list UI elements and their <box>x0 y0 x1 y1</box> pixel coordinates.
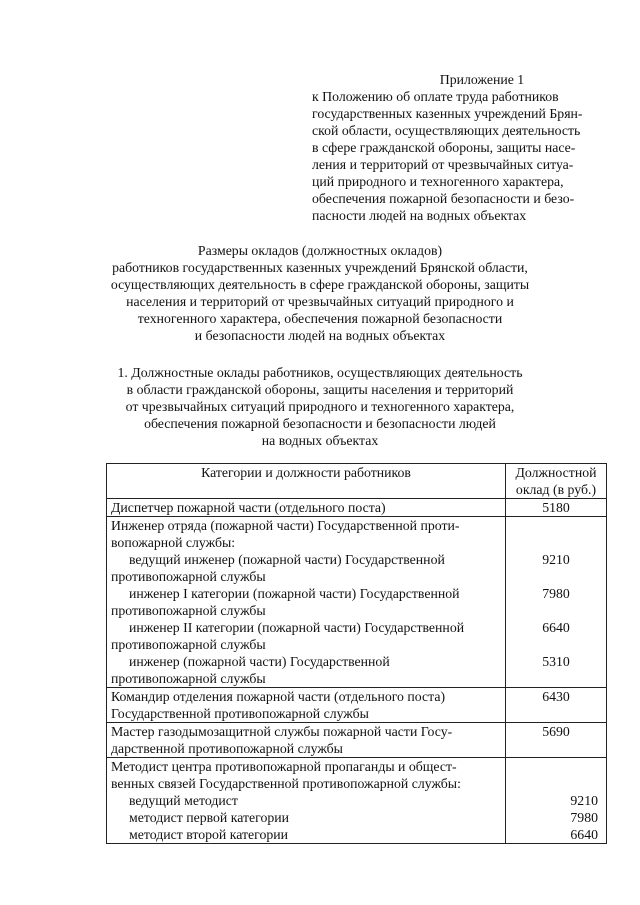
position-text: Мастер газодымозащитной службы пожарной части Госу- <box>111 724 453 739</box>
position-cell <box>107 499 506 517</box>
section-1-heading <box>100 364 540 449</box>
appendix-line: государственных казенных учреждений Брян- <box>312 106 583 121</box>
position-text: дарственной противопожарной службы <box>111 741 343 756</box>
header-category: Категории и должности работников <box>107 464 506 499</box>
position-text: противопожарной службы <box>111 637 266 652</box>
appendix-line: ления и территорий от чрезвычайных ситуа- <box>312 157 574 172</box>
header-salary-line: Должностной <box>515 465 597 480</box>
position-text: методист второй категории <box>129 827 289 842</box>
position-text: инженер (пожарной части) Государственной <box>129 654 390 669</box>
appendix-title: Приложение 1 <box>439 72 525 87</box>
heading-line: работников государственных казенных учреждений Брянской области, <box>112 260 528 275</box>
appendix-line: ской области, осуществляющих деятельность <box>312 123 581 138</box>
salary-cell <box>506 758 607 844</box>
salary-cell <box>506 517 607 688</box>
heading-line: техногенного характера, обеспечения пожарной безопасности <box>137 311 503 326</box>
salary-value: 9210 <box>542 552 570 567</box>
header-salary-line: оклад (в руб.) <box>515 482 597 497</box>
position-text: инженер II категории (пожарной части) Государственной <box>129 620 465 635</box>
appendix-text <box>312 88 612 224</box>
header-salary <box>506 464 607 499</box>
appendix-line: к Положению об оплате труда работников <box>312 89 559 104</box>
section-line: 1. Должностные оклады работников, осуществляющих деятельность <box>117 365 523 380</box>
table-row <box>107 723 607 758</box>
position-text: противопожарной службы <box>111 671 266 686</box>
table-row <box>107 758 607 844</box>
position-text: противопожарной службы <box>111 603 266 618</box>
appendix-line: обеспечения пожарной безопасности и безо- <box>312 191 575 206</box>
heading-line: осуществляющих деятельность в сфере гражданской обороны, защиты <box>110 277 530 292</box>
group-text: Инженер отряда (пожарной части) Государственной проти- <box>111 518 460 533</box>
position-text: ведущий инженер (пожарной части) Государственной <box>129 552 445 567</box>
table-row <box>107 688 607 723</box>
salary-value: 5310 <box>542 654 570 669</box>
position-text: Диспетчер пожарной части (отдельного поста) <box>111 500 386 515</box>
section-line: обеспечения пожарной безопасности и безопасности людей <box>144 416 496 431</box>
heading-line: Размеры окладов (должностных окладов) <box>197 243 443 258</box>
group-text: Методист центра противопожарной пропаганды и общест- <box>111 759 457 774</box>
document-heading <box>100 242 540 344</box>
appendix-line: пасности людей на водных объектах <box>312 208 527 223</box>
heading-line: населения и территорий от чрезвычайных ситуаций природного и <box>126 294 514 309</box>
salary-value: 9210 <box>570 793 598 808</box>
section-line: в области гражданской обороны, защиты населения и территорий <box>126 382 514 397</box>
salary-table <box>106 463 607 844</box>
appendix-block <box>312 71 612 224</box>
position-cell <box>107 517 506 688</box>
table-header-row <box>107 464 607 499</box>
position-text: противопожарной службы <box>111 569 266 584</box>
salary-value: 6640 <box>570 827 598 842</box>
salary-cell: 6430 <box>506 688 607 723</box>
table-row <box>107 499 607 517</box>
position-text: Государственной противопожарной службы <box>111 706 369 721</box>
salary-value: 7980 <box>542 586 570 601</box>
appendix-line: в сфере гражданской обороны, защиты насе- <box>312 140 576 155</box>
salary-value: 6640 <box>542 620 570 635</box>
salary-value: 7980 <box>570 810 598 825</box>
position-text: инженер I категории (пожарной части) Государственной <box>129 586 460 601</box>
section-line: на водных объектах <box>261 433 379 448</box>
position-text: методист первой категории <box>129 810 290 825</box>
salary-cell: 5180 <box>506 499 607 517</box>
group-text: венных связей Государственной противопожарной службы: <box>111 776 461 791</box>
table-row <box>107 517 607 688</box>
position-text: ведущий методист <box>129 793 238 808</box>
position-cell <box>107 688 506 723</box>
appendix-line: ций природного и техногенного характера, <box>312 174 564 189</box>
position-text: Командир отделения пожарной части (отдельного поста) <box>111 689 446 704</box>
salary-cell: 5690 <box>506 723 607 758</box>
position-cell <box>107 758 506 844</box>
group-text: вопожарной службы: <box>111 535 236 550</box>
heading-line: и безопасности людей на водных объектах <box>194 328 446 343</box>
section-line: от чрезвычайных ситуаций природного и техногенного характера, <box>125 399 515 414</box>
position-cell <box>107 723 506 758</box>
